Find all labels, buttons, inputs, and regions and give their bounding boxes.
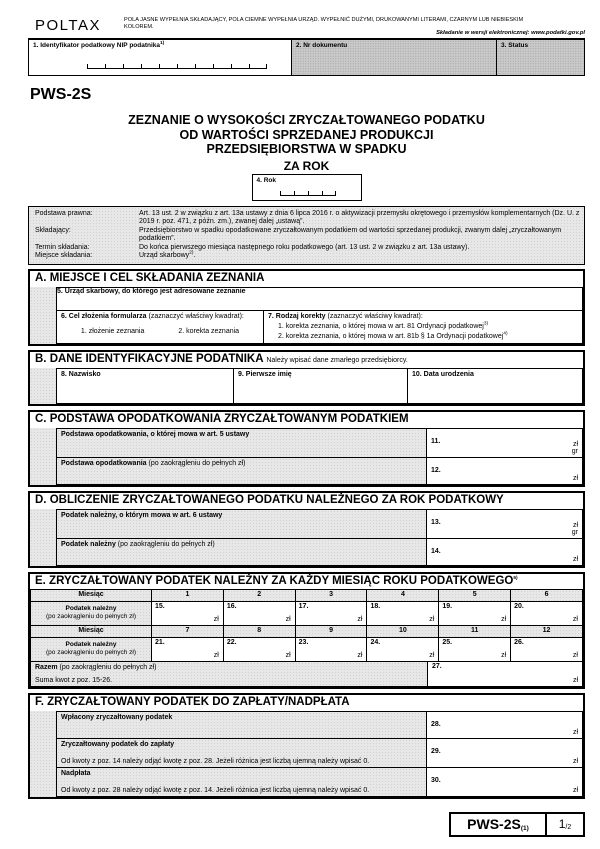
unit-zl: zł xyxy=(572,475,578,483)
field-6-label: 6. Cel złożenia formularza xyxy=(61,313,147,321)
field-9-first-name[interactable]: 9. Pierwsze imię xyxy=(233,369,407,403)
nip-label: 1. Identyfikator podatkowy NIP podatnika xyxy=(33,42,161,49)
field-10-birth-date[interactable]: 10. Data urodzenia xyxy=(407,369,582,403)
unit-zl: zł xyxy=(285,652,291,660)
unit-zl: zł xyxy=(572,729,578,737)
digit-tick xyxy=(105,64,123,69)
unit-zl: zł xyxy=(501,652,507,660)
digit-tick xyxy=(195,64,213,69)
unit-zl: zł xyxy=(572,441,578,449)
month-11: 11 xyxy=(438,625,511,638)
digit-tick xyxy=(177,64,195,69)
pos-13-label: Podatek należny, o którym mowa w art. 6 ustawy xyxy=(57,510,426,538)
month-8: 8 xyxy=(223,625,296,638)
pos-29-label: Zryczałtowany podatek do zapłaty Od kwoty z poz. 14 należy odjąć kwotę z poz. 28. Jeżeli różnica jest liczbą ujemną należy wpisać 0. xyxy=(57,739,426,767)
digit-tick xyxy=(249,64,267,69)
option-zlozenie-zeznania[interactable]: 1. złożenie zeznania xyxy=(80,328,145,336)
nip-input-area[interactable] xyxy=(87,64,267,69)
section-e-title: E. ZRYCZAŁTOWANY PODATEK NALEŻNY ZA KAŻDY MIESIĄC ROKU PODATKOWEGO$^{5)}$ xyxy=(35,575,518,588)
digit-tick xyxy=(123,64,141,69)
tax-value-row-2 xyxy=(30,637,583,662)
unit-gr: gr xyxy=(571,448,578,456)
section-c-rows xyxy=(30,428,583,485)
footnote-3: 3) xyxy=(483,321,489,327)
pos-12-input[interactable]: 12. zł xyxy=(426,458,582,484)
pos-28-label: Wpłacony zryczałtowany podatek xyxy=(57,712,426,738)
field-6-purpose xyxy=(57,311,263,343)
section-b xyxy=(28,350,585,406)
pos-14-input[interactable]: 14. zł xyxy=(426,539,582,565)
unit-gr: gr xyxy=(571,529,578,537)
digit-tick xyxy=(280,191,294,196)
month-4: 4 xyxy=(366,589,439,602)
legal-label: Miejsce składania: xyxy=(35,252,93,260)
section-e xyxy=(28,572,585,689)
field-7-label: 7. Rodzaj korekty xyxy=(268,313,326,321)
section-b-rows xyxy=(30,368,583,404)
year-input-area[interactable] xyxy=(280,191,336,196)
option-korekta-art81[interactable]: 1. korekta zeznania, o której mowa w art. 81 Ordynacji podatkowej$^{3)}$ xyxy=(278,321,489,331)
fields-6-7-row xyxy=(56,310,583,344)
monthly-tax-table xyxy=(30,589,583,687)
section-b-note: Należy wpisać dane zmarłego przedsiębiorcy. xyxy=(266,357,408,365)
month-2: 2 xyxy=(223,589,296,602)
row-pos-30 xyxy=(56,767,583,797)
legal-label: Termin składania: xyxy=(35,243,90,251)
pos-12-label: Podstawa opodatkowania (po zaokrągleniu do pełnych zł) xyxy=(57,458,426,484)
digit-tick xyxy=(159,64,177,69)
section-a-title: A. MIEJSCE I CEL SKŁADANIA ZEZNANIA xyxy=(35,272,265,285)
legal-text: Przedsiębiorstwo w spadku opodatkowane zryczałtowanym podatkiem od wartości sprzedanej produkcji, zwanym dalej „zryczałtowanym podatkiem”. xyxy=(139,226,562,243)
month-9: 9 xyxy=(295,625,368,638)
top-bar xyxy=(28,14,585,38)
za-rok-label: ZA ROK xyxy=(283,158,330,173)
pos-23-input[interactable]: 23. zł xyxy=(295,637,368,662)
form-code: PWS-2S xyxy=(30,86,92,103)
row-pos-13 xyxy=(56,509,583,539)
legal-footnote: 2) xyxy=(189,251,194,257)
field-8-surname[interactable]: 8. Nazwisko xyxy=(57,369,233,403)
month-7: 7 xyxy=(151,625,224,638)
pos-30-label: Nadpłata Od kwoty z poz. 28 należy odjąć kwotę z poz. 14. Jeżeli różnica jest liczbą ujemną należy wpisać 0. xyxy=(57,768,426,796)
unit-zl: zł xyxy=(572,677,578,685)
field-5-tax-office[interactable] xyxy=(56,287,583,311)
footer-box xyxy=(449,812,585,837)
footer-form-version: (1) xyxy=(520,825,529,833)
row-pos-29 xyxy=(56,738,583,768)
month-6: 6 xyxy=(510,589,583,602)
section-f-title: F. ZRYCZAŁTOWANY PODATEK DO ZAPŁATY/NADPŁATA xyxy=(35,696,350,709)
pos-14-label: Podatek należny (po zaokrągleniu do pełnych zł) xyxy=(57,539,426,565)
pos-18-input[interactable]: 18. zł xyxy=(366,601,439,626)
digit-tick xyxy=(87,64,105,69)
section-d-rows xyxy=(30,509,583,566)
form-title-line2: OD WARTOŚCI SPRZEDANEJ PRODUKCJI xyxy=(179,127,434,142)
row-pos-12 xyxy=(56,457,583,485)
section-b-title: B. DANE IDENTYFIKACYJNE PODATNIKA Należy wpisać dane zmarłego przedsiębiorcy. xyxy=(35,353,408,366)
pos-11-label: Podstawa opodatkowania, o której mowa w art. 5 ustawy xyxy=(57,429,426,457)
section-f-rows xyxy=(30,711,583,797)
pos-25-input[interactable]: 25. zł xyxy=(438,637,511,662)
legal-label: Podstawa prawna: xyxy=(35,209,93,217)
unit-zl: zł xyxy=(285,616,291,624)
section-a xyxy=(28,269,585,346)
unit-zl: zł xyxy=(572,616,578,624)
pos-22-input[interactable]: 22. zł xyxy=(223,637,296,662)
field-5-label: 5. Urząd skarbowy, do którego jest adresowane zeznanie xyxy=(57,288,246,296)
section-c xyxy=(28,410,585,487)
row-pos-11 xyxy=(56,428,583,458)
field-7-correction-type xyxy=(263,311,582,343)
month-3: 3 xyxy=(295,589,368,602)
nip-footnote: 1) xyxy=(160,40,165,46)
page-footer xyxy=(28,812,585,837)
pos-17-input[interactable]: 17. zł xyxy=(295,601,368,626)
total-sub-label: Suma kwot z poz. 15-26. xyxy=(35,677,113,685)
section-c-title: C. PODSTAWA OPODATKOWANIA ZRYCZAŁTOWANYM PODATKIEM xyxy=(35,413,409,426)
digit-tick xyxy=(141,64,159,69)
identification-row xyxy=(56,368,583,404)
unit-zl: zł xyxy=(572,556,578,564)
unit-zl: zł xyxy=(357,652,363,660)
form-title xyxy=(28,113,585,157)
digit-tick xyxy=(294,191,308,196)
unit-zl: zł xyxy=(429,616,435,624)
pos-30-input[interactable]: 30. zł xyxy=(426,768,582,796)
year-label: 4. Rok xyxy=(256,176,277,184)
top-notes xyxy=(124,14,585,38)
tax-due-label: Podatek należny (po zaokrągleniu do pełnych zł) xyxy=(30,637,152,662)
field-6-hint: (zaznaczyć właściwy kwadrat): xyxy=(146,313,244,321)
month-12: 12 xyxy=(510,625,583,638)
option-korekta-zeznania[interactable]: 2. korekta zeznania xyxy=(178,328,240,336)
pos-19-input[interactable]: 19. zł xyxy=(438,601,511,626)
footnote-4: 4) xyxy=(503,331,508,337)
pos-20-input[interactable]: 20. zł xyxy=(510,601,583,626)
form-title-line3: PRZEDSIĘBIORSTWA W SPADKU xyxy=(206,142,407,156)
unit-zl: zł xyxy=(572,787,578,795)
digit-tick xyxy=(308,191,322,196)
legal-label: Składający: xyxy=(35,226,71,234)
pos-27-input[interactable]: 27. zł xyxy=(427,661,583,687)
status-field xyxy=(496,40,584,75)
unit-zl: zł xyxy=(501,616,507,624)
tax-due-label: Podatek należny (po zaokrągleniu do pełnych zł) xyxy=(30,601,152,626)
digit-tick xyxy=(322,191,336,196)
poltax-logo: POLTAX xyxy=(35,17,101,34)
month-label: Miesiąc xyxy=(30,625,152,638)
unit-zl: zł xyxy=(572,652,578,660)
section-d-title: D. OBLICZENIE ZRYCZAŁTOWANEGO PODATKU NALEŻNEGO ZA ROK PODATKOWY xyxy=(35,494,504,507)
form-title-line1: ZEZNANIE O WYSOKOŚCI ZRYCZAŁTOWANEGO PODATKU xyxy=(128,113,485,127)
section-f xyxy=(28,693,585,799)
row-pos-14 xyxy=(56,538,583,566)
pos-28-input[interactable]: 28. zł xyxy=(426,712,582,738)
id-table xyxy=(28,38,585,76)
legal-text: Art. 13 ust. 2 w związku z art. 13a ustawy z dnia 6 lipca 2016 r. o aktywizacji przemysłu okrętowego i przemysłów komplementarnych (Dz. U. z 2019 r. poz. 471, z późn. zm.), zwanej dalej „ustawą”. xyxy=(139,209,580,226)
section-a-rows xyxy=(30,287,583,344)
unit-zl: zł xyxy=(357,616,363,624)
pos-21-input[interactable]: 21. zł xyxy=(151,637,224,662)
unit-zl: zł xyxy=(429,652,435,660)
status-label: 3. Status xyxy=(501,42,529,49)
month-10: 10 xyxy=(366,625,439,638)
fill-instructions: POLA JASNE WYPEŁNIA SKŁADAJĄCY, POLA CIEMNE WYPEŁNIA URZĄD. WYPEŁNIĆ DUŻYMI, DRUKOWANYMI LITERAMI, CZARNYM LUB NIEBIESKIM KOLOREM. xyxy=(124,17,524,30)
section-d xyxy=(28,491,585,568)
total-row xyxy=(30,661,583,687)
legal-text: Urząd skarbowy$^{2)}$. xyxy=(139,251,196,260)
document-number-label: 2. Nr dokumentu xyxy=(296,42,348,49)
unit-zl: zł xyxy=(213,616,219,624)
digit-tick xyxy=(213,64,231,69)
pos-26-input[interactable]: 26. zł xyxy=(510,637,583,662)
pos-29-input[interactable]: 29. zł xyxy=(426,739,582,767)
month-1: 1 xyxy=(151,589,224,602)
year-field[interactable] xyxy=(252,174,362,201)
pos-11-input[interactable]: 11. zł gr xyxy=(426,429,582,457)
unit-zl: zł xyxy=(572,522,578,530)
legal-text: Do końca pierwszego miesiąca następnego roku podatkowego (art. 13 ust. 2 w związku z art. 13a ustawy). xyxy=(139,243,470,251)
page-number: 1/2 xyxy=(558,817,572,832)
pos-24-input[interactable]: 24. zł xyxy=(366,637,439,662)
month-5: 5 xyxy=(438,589,511,602)
footnote-5: 5) xyxy=(513,576,518,582)
field-7-hint: (zaznaczyć właściwy kwadrat): xyxy=(325,313,423,321)
option-korekta-art81b[interactable]: 2. korekta zeznania, o której mowa w art. 81b § 1a Ordynacji podatkowej$^{4)}$ xyxy=(278,331,508,341)
pos-13-input[interactable]: 13. zł gr xyxy=(426,510,582,538)
nip-field[interactable] xyxy=(29,40,291,75)
pos-15-input[interactable]: 15. zł xyxy=(151,601,224,626)
footer-form-code: PWS-2S(1) xyxy=(451,814,547,835)
unit-zl: zł xyxy=(572,758,578,766)
efiling-note: Składanie w wersji elektronicznej: www.podatki.gov.pl xyxy=(436,30,585,36)
pos-16-input[interactable]: 16. zł xyxy=(223,601,296,626)
document-number-field xyxy=(291,40,496,75)
tax-value-row-1 xyxy=(30,601,583,626)
row-pos-28 xyxy=(56,711,583,739)
digit-tick xyxy=(231,64,249,69)
unit-zl: zł xyxy=(213,652,219,660)
month-label: Miesiąc xyxy=(30,589,152,602)
legal-basis-block xyxy=(28,206,585,266)
total-label: Razem (po zaokrągleniu do pełnych zł) Suma kwot z poz. 15-26. xyxy=(30,661,428,687)
